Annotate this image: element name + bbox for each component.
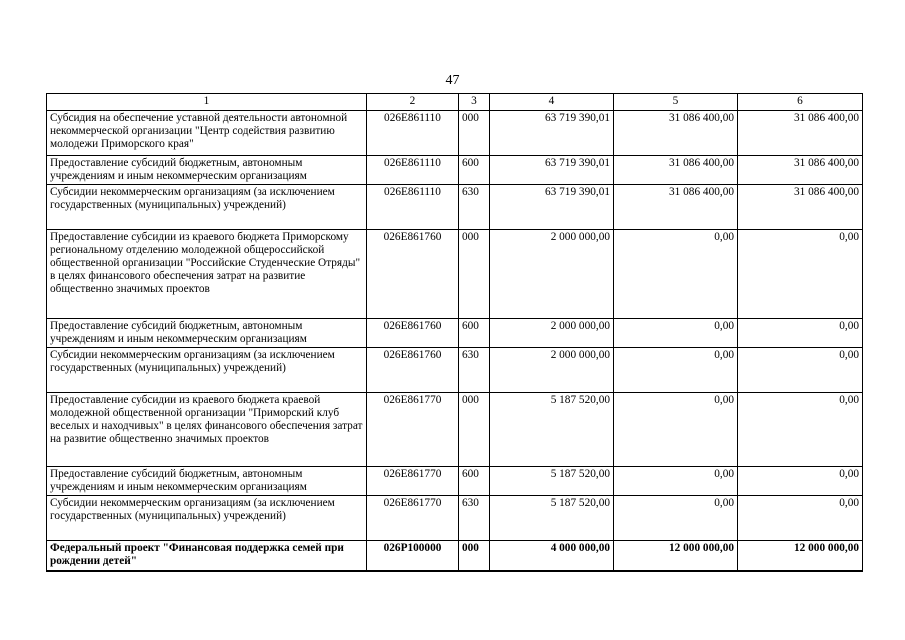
table-row <box>47 319 863 348</box>
table-row <box>47 111 863 156</box>
row-code-cell: 026E861110 <box>367 185 459 230</box>
row-code-cell: 026E861760 <box>367 230 459 319</box>
page-number: 47 <box>445 73 460 88</box>
row-value-col6: 0,00 <box>738 496 863 541</box>
header-row <box>47 94 863 111</box>
row-value-col5: 0,00 <box>614 348 738 393</box>
budget-table <box>46 93 863 572</box>
row-value-col6: 0,00 <box>738 467 863 496</box>
row-value-col5: 0,00 <box>614 230 738 319</box>
table-row <box>47 393 863 467</box>
row-value-col6: 31 086 400,00 <box>738 156 863 185</box>
row-value-col6: 31 086 400,00 <box>738 185 863 230</box>
table-row <box>47 348 863 393</box>
row-value-col4: 5 187 520,00 <box>490 496 614 541</box>
row-value-col5: 0,00 <box>614 319 738 348</box>
row-value-col6: 0,00 <box>738 348 863 393</box>
row-value-col4: 5 187 520,00 <box>490 393 614 467</box>
row-value-col5: 31 086 400,00 <box>614 185 738 230</box>
row-code-cell: 026P100000 <box>367 541 459 571</box>
row-kind-cell: 600 <box>459 467 490 496</box>
row-code-cell: 026E861760 <box>367 319 459 348</box>
table-row <box>47 230 863 319</box>
row-name-cell: Предоставление субсидии из краевого бюджета краевой молодежной общественной организации "Приморский клуб веселых и находчивых" в целях финансового обеспечения затрат на развитие общественно значимых проектов <box>47 393 367 467</box>
row-kind-cell: 000 <box>459 111 490 156</box>
row-value-col5: 0,00 <box>614 393 738 467</box>
row-name-cell: Субсидии некоммерческим организациям (за исключением государственных (муниципальных) учреждений) <box>47 348 367 393</box>
row-value-col5: 0,00 <box>614 467 738 496</box>
row-value-col4: 4 000 000,00 <box>490 541 614 571</box>
row-name-cell: Субсидии некоммерческим организациям (за исключением государственных (муниципальных) учреждений) <box>47 496 367 541</box>
row-value-col4: 63 719 390,01 <box>490 185 614 230</box>
row-value-col4: 63 719 390,01 <box>490 156 614 185</box>
row-value-col6: 0,00 <box>738 230 863 319</box>
row-value-col4: 5 187 520,00 <box>490 467 614 496</box>
row-value-col4: 2 000 000,00 <box>490 319 614 348</box>
table-body <box>47 111 863 571</box>
row-name-cell: Федеральный проект "Финансовая поддержка семей при рождении детей" <box>47 541 367 571</box>
row-code-cell: 026E861770 <box>367 496 459 541</box>
row-value-col5: 31 086 400,00 <box>614 111 738 156</box>
row-value-col5: 31 086 400,00 <box>614 156 738 185</box>
column-header-3: 3 <box>459 94 490 111</box>
row-value-col4: 63 719 390,01 <box>490 111 614 156</box>
table-row <box>47 156 863 185</box>
row-value-col6: 0,00 <box>738 393 863 467</box>
column-header-6: 6 <box>738 94 863 111</box>
row-kind-cell: 000 <box>459 541 490 571</box>
row-code-cell: 026E861760 <box>367 348 459 393</box>
row-name-cell: Предоставление субсидий бюджетным, автономным учреждениям и иным некоммерческим организациям <box>47 156 367 185</box>
row-kind-cell: 600 <box>459 319 490 348</box>
row-name-cell: Субсидия на обеспечение уставной деятельности автономной некоммерческой организации "Центр содействия развитию молодежи Приморского края" <box>47 111 367 156</box>
row-code-cell: 026E861110 <box>367 156 459 185</box>
row-code-cell: 026E861770 <box>367 467 459 496</box>
row-code-cell: 026E861110 <box>367 111 459 156</box>
row-kind-cell: 000 <box>459 393 490 467</box>
row-value-col6: 31 086 400,00 <box>738 111 863 156</box>
table-row <box>47 541 863 571</box>
row-name-cell: Предоставление субсидий бюджетным, автономным учреждениям и иным некоммерческим организациям <box>47 467 367 496</box>
row-name-cell: Субсидии некоммерческим организациям (за исключением государственных (муниципальных) учреждений) <box>47 185 367 230</box>
row-kind-cell: 600 <box>459 156 490 185</box>
column-header-4: 4 <box>490 94 614 111</box>
row-kind-cell: 000 <box>459 230 490 319</box>
row-value-col4: 2 000 000,00 <box>490 230 614 319</box>
table-row <box>47 496 863 541</box>
row-value-col6: 12 000 000,00 <box>738 541 863 571</box>
column-header-5: 5 <box>614 94 738 111</box>
row-kind-cell: 630 <box>459 348 490 393</box>
table-row <box>47 185 863 230</box>
row-name-cell: Предоставление субсидии из краевого бюджета Приморскому региональному отделению молодежной общероссийской общественной организации "Российские Студенческие Отряды" в целях финансового обеспечения затрат на развитие общественно значимых проектов <box>47 230 367 319</box>
row-value-col4: 2 000 000,00 <box>490 348 614 393</box>
row-kind-cell: 630 <box>459 185 490 230</box>
column-header-1: 1 <box>47 94 367 111</box>
row-name-cell: Предоставление субсидий бюджетным, автономным учреждениям и иным некоммерческим организациям <box>47 319 367 348</box>
row-value-col5: 0,00 <box>614 496 738 541</box>
row-code-cell: 026E861770 <box>367 393 459 467</box>
row-value-col6: 0,00 <box>738 319 863 348</box>
row-kind-cell: 630 <box>459 496 490 541</box>
table-row <box>47 467 863 496</box>
row-value-col5: 12 000 000,00 <box>614 541 738 571</box>
column-header-2: 2 <box>367 94 459 111</box>
